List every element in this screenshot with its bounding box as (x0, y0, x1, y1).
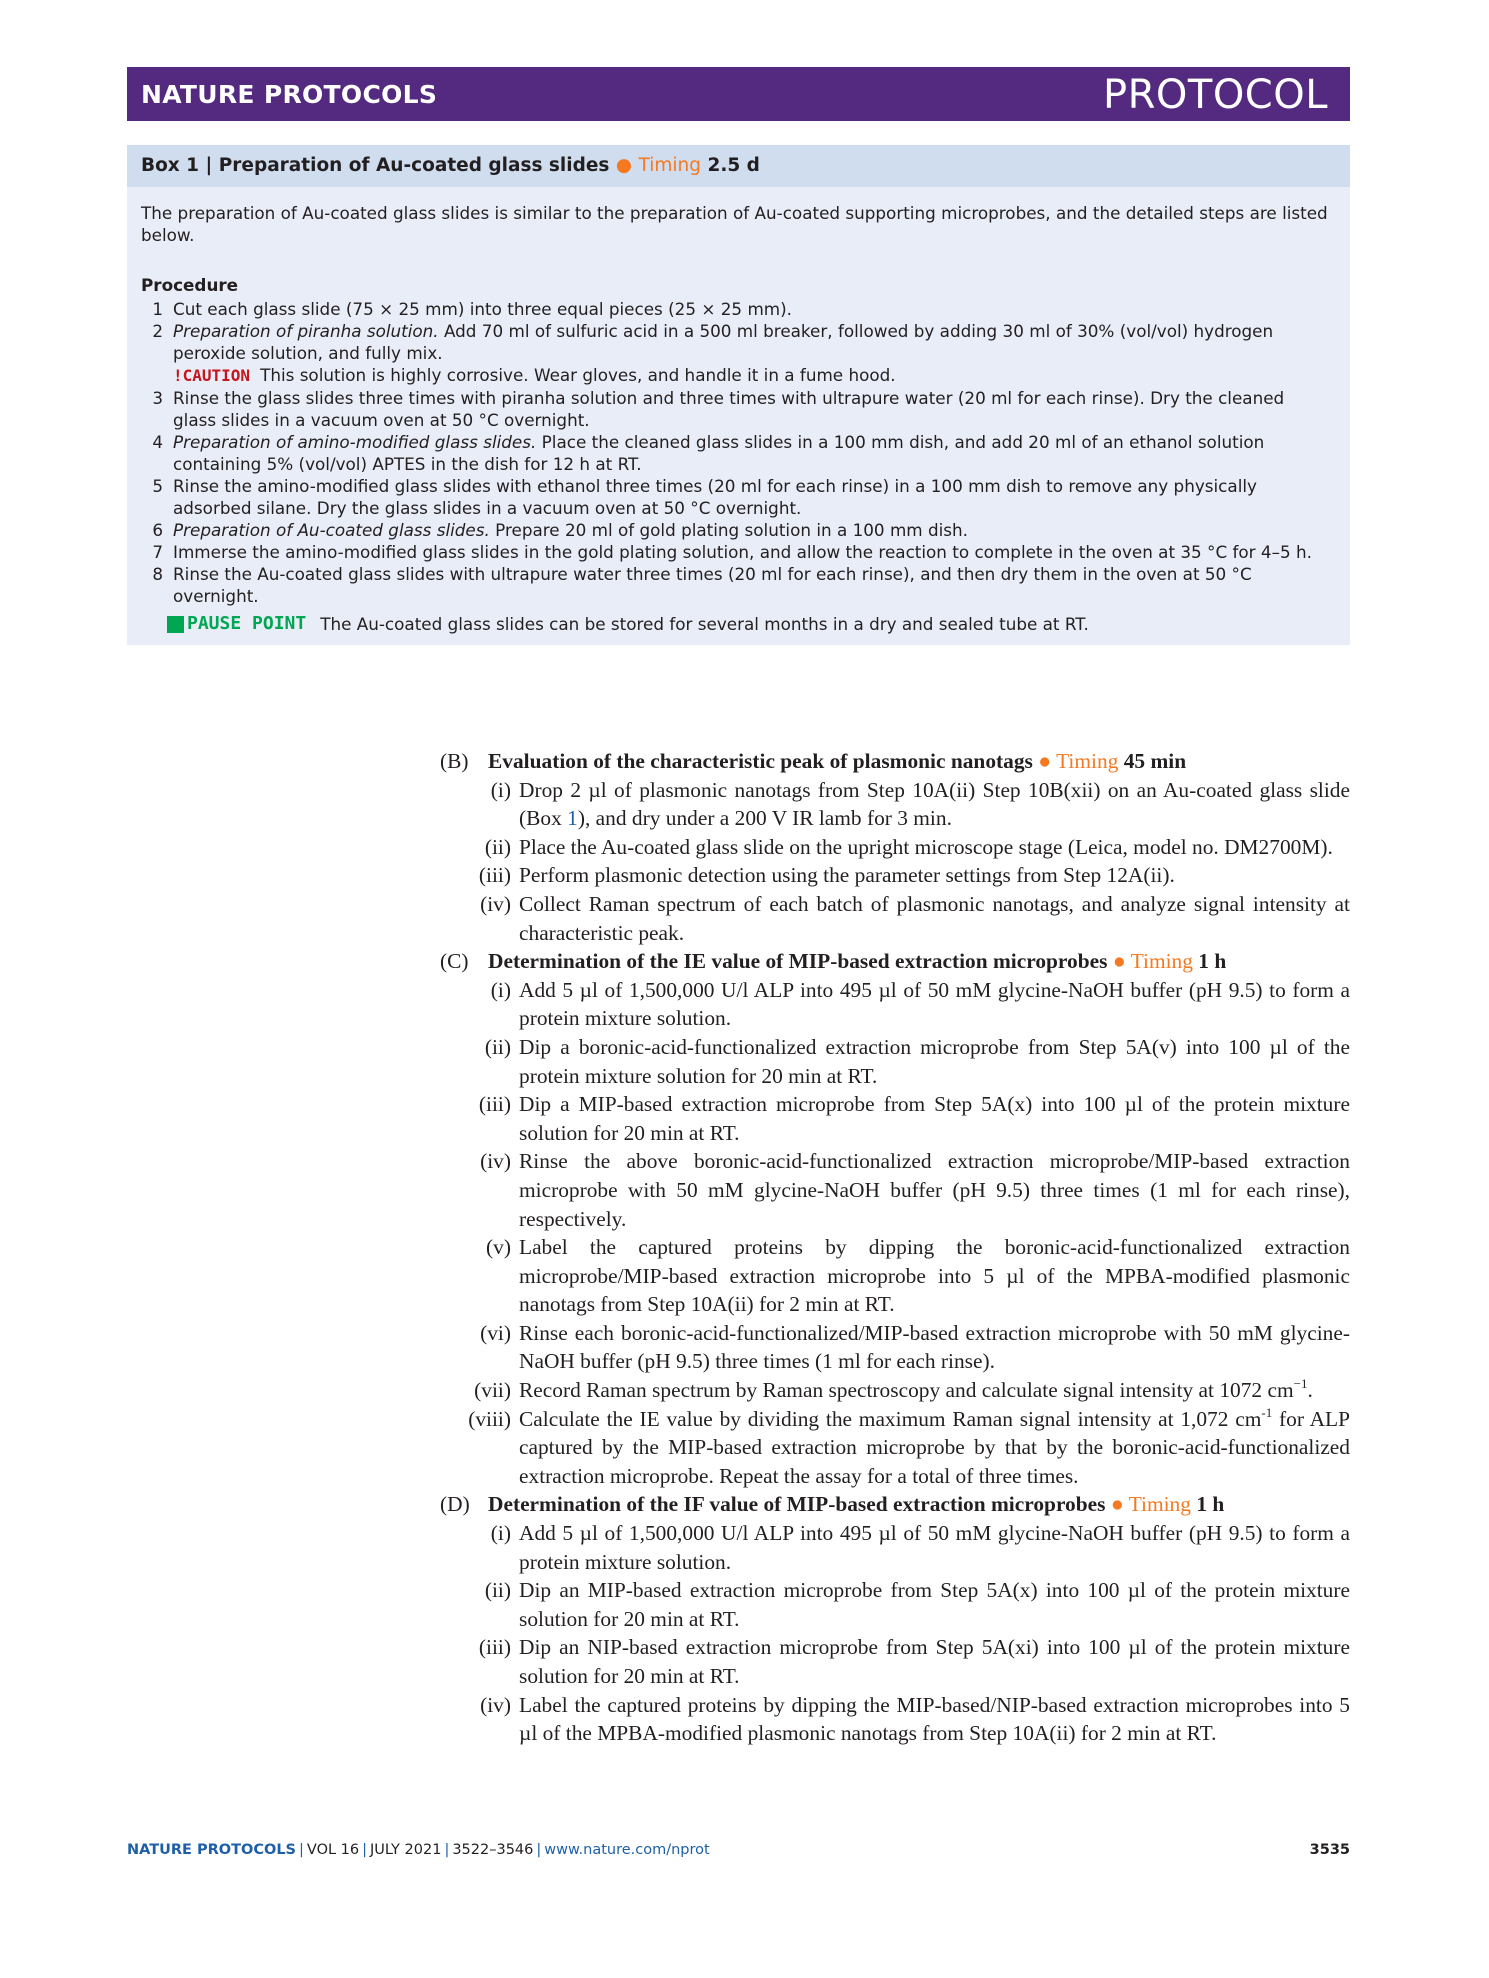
step-heading: Preparation of piranha solution. (173, 321, 439, 341)
superscript: −1 (1293, 1376, 1308, 1392)
substep (440, 1519, 1350, 1576)
step-text: Place the cleaned glass slides in a 100 mm dish, and add 20 ml of an ethanol solution containing 5% (vol/vol) APTES in the dish for 12 h at RT. (173, 432, 1265, 474)
main-text-column (440, 747, 1350, 1748)
substep-text: Calculate the IE value by dividing the maximum Raman signal intensity at 1,072 cm (519, 1406, 1262, 1431)
substep-number: (iv) (480, 1149, 511, 1174)
substep (440, 1319, 1350, 1376)
box-header (127, 145, 1350, 187)
substep-text: Add 5 µl of 1,500,000 U/l ALP into 495 µl of 50 mM glycine-NaOH buffer (pH 9.5) to form a protein mixture solution. (519, 1521, 1350, 1574)
substep-text: Dip a MIP-based extraction microprobe from Step 5A(x) into 100 µl of the protein mixture solution for 20 min at RT. (519, 1092, 1350, 1145)
section-title: Determination of the IE value of MIP-based extraction microprobes (488, 949, 1108, 974)
substep (440, 976, 1350, 1033)
timing-bullet-icon: ● (1112, 949, 1126, 974)
substep-text-end: for ALP captured by the MIP-based extraction microprobe by that by the boronic-acid-functionalized extraction microprobe. Repeat the assay for a total of three times. (519, 1406, 1350, 1488)
step-text: Immerse the amino-modified glass slides in the gold plating solution, and allow the reaction to complete in the oven at 35 °C for 4–5 h. (173, 542, 1312, 562)
footer-pages: 3522–3546 (452, 1842, 534, 1858)
pause-point-label: PAUSE POINT (187, 613, 307, 634)
step-number: 5 (152, 476, 163, 496)
substep-text: Rinse the above boronic-acid-functionalized extraction microprobe/MIP-based extraction microprobe with 50 mM glycine-NaOH buffer (pH 9.5) three times (1 ml for each rinse), respectively. (519, 1149, 1350, 1231)
substep (440, 1576, 1350, 1633)
caution-label: !CAUTION (173, 366, 251, 385)
step-heading: Preparation of Au-coated glass slides. (173, 520, 490, 540)
journal-name: NATURE PROTOCOLS (141, 80, 438, 109)
timing-label: Timing (1128, 1492, 1191, 1517)
step-number: 8 (152, 564, 163, 584)
substep-number: (viii) (468, 1406, 511, 1431)
substep-number: (i) (490, 1521, 511, 1546)
pause-square-icon (167, 616, 184, 633)
substep-number: (ii) (484, 834, 511, 859)
substep (440, 1033, 1350, 1090)
step-number: 6 (152, 520, 163, 540)
section-d-heading (440, 1490, 1350, 1519)
substep (440, 1147, 1350, 1233)
pause-point-note (127, 613, 1350, 635)
procedure-step (127, 541, 1350, 563)
substep-number: (iii) (478, 1635, 511, 1660)
procedure-list (127, 298, 1350, 635)
section-label: (C) (440, 949, 469, 974)
timing-value: 1 h (1198, 949, 1227, 974)
substep-text: Label the captured proteins by dipping the MIP-based/NIP-based extraction microprobes into 5 µl of the MPBA-modified plasmonic nanotags from Step 10A(ii) for 2 min at RT. (519, 1692, 1350, 1746)
step-number: 4 (152, 432, 163, 452)
substep-text-end: ), and dry under a 200 V IR lamb for 3 min. (577, 806, 952, 831)
timing-value: 2.5 d (707, 155, 760, 176)
step-text: Rinse the glass slides three times with piranha solution and three times with ultrapure water (20 ml for each rinse). Dry the cleaned glass slides in a vacuum oven at 50 °C overnight. (173, 388, 1285, 430)
journal-header-bar (127, 67, 1350, 121)
substep-text: Rinse each boronic-acid-functionalized/MIP-based extraction microprobe with 50 mM glycine-NaOH buffer (pH 9.5) three times (1 ml for each rinse). (519, 1320, 1350, 1374)
superscript: -1 (1261, 1404, 1273, 1420)
substep-text: Dip an NIP-based extraction microprobe from Step 5A(xi) into 100 µl of the protein mixture solution for 20 min at RT. (519, 1635, 1350, 1688)
timing-bullet-icon: ● (615, 155, 633, 176)
substep-text: Perform plasmonic detection using the parameter settings from Step 12A(ii). (519, 863, 1175, 888)
step-text: Rinse the amino-modified glass slides with ethanol three times (20 ml for each rinse) in a 100 mm dish to remove any physically adsorbed silane. Dry the glass slides in a vacuum oven at 50 °C overnight. (173, 476, 1257, 518)
step-number: 2 (152, 321, 163, 341)
substep (440, 833, 1350, 862)
procedure-step (127, 320, 1350, 364)
caution-note (127, 364, 1350, 387)
footer-volume: VOL 16 (306, 1842, 360, 1858)
timing-label: Timing (638, 155, 701, 176)
box-label: Box 1 | (141, 155, 213, 176)
step-text: Rinse the Au-coated glass slides with ultrapure water three times (20 ml for each rinse), and then dry them in the oven at 50 °C overnight. (173, 564, 1252, 606)
step-number: 7 (152, 542, 163, 562)
box-1 (127, 145, 1350, 645)
timing-value: 45 min (1123, 749, 1187, 773)
box-intro: The preparation of Au-coated glass slides is similar to the preparation of Au-coated supporting microprobes, and the detailed steps are listed below. (141, 203, 1328, 245)
procedure-step (127, 475, 1350, 519)
caution-text: This solution is highly corrosive. Wear gloves, and handle it in a fume hood. (260, 365, 896, 385)
substep-text: Drop 2 µl of plasmonic nanotags from Step 10A(ii) Step 10B(xii) on an Au-coated glass slide (Box (519, 777, 1350, 831)
substep (440, 1376, 1350, 1405)
section-b-heading (440, 747, 1350, 776)
procedure-step (127, 431, 1350, 475)
substep-text: Place the Au-coated glass slide on the upright microscope stage (Leica, model no. DM2700M). (519, 834, 1333, 859)
procedure-step (127, 387, 1350, 431)
substep-number: (i) (490, 977, 511, 1002)
substep-number: (iii) (478, 1092, 511, 1117)
article-type: PROTOCOL (1102, 72, 1328, 118)
substep-number: (ii) (484, 1578, 511, 1603)
substep-text: Record Raman spectrum by Raman spectroscopy and calculate signal intensity at 1072 cm (519, 1378, 1294, 1403)
procedure-title: Procedure (141, 275, 239, 295)
step-text: Cut each glass slide (75 × 25 mm) into three equal pieces (25 × 25 mm). (173, 299, 793, 319)
substep-number: (i) (490, 777, 511, 802)
footer-journal: NATURE PROTOCOLS (127, 1842, 297, 1858)
substep (440, 1633, 1350, 1690)
substep-text: Collect Raman spectrum of each batch of plasmonic nanotags, and analyze signal intensity at characteristic peak. (519, 891, 1350, 945)
section-c-heading (440, 947, 1350, 976)
section-title: Determination of the IF value of MIP-based extraction microprobes (488, 1492, 1106, 1517)
procedure-step (127, 298, 1350, 320)
substep-text: Dip a boronic-acid-functionalized extraction microprobe from Step 5A(v) into 100 µl of the protein mixture solution for 20 min at RT. (519, 1034, 1350, 1088)
substep-text: Label the captured proteins by dipping the boronic-acid-functionalized extraction microprobe/MIP-based extraction microprobe into 5 µl of the MPBA-modified plasmonic nanotags from Step 10A(ii) for 2 min at RT. (519, 1235, 1350, 1317)
substep (440, 1691, 1350, 1748)
timing-label: Timing (1056, 749, 1119, 773)
step-heading: Preparation of amino-modified glass slides. (173, 432, 537, 452)
footer-separator: | (299, 1842, 304, 1858)
substep-text: Dip an MIP-based extraction microprobe from Step 5A(x) into 100 µl of the protein mixture solution for 20 min at RT. (519, 1578, 1350, 1631)
procedure-step (127, 519, 1350, 541)
substep-number: (vi) (480, 1320, 511, 1345)
footer-separator: | (444, 1842, 450, 1858)
box-title: Preparation of Au-coated glass slides (218, 155, 610, 176)
box-reference-link[interactable]: 1 (567, 806, 578, 831)
substep-number: (v) (486, 1235, 511, 1260)
footer-separator: | (362, 1842, 368, 1858)
substep-number: (iii) (478, 863, 511, 888)
page-number: 3535 (1309, 1842, 1350, 1858)
footer-url-link[interactable]: www.nature.com/nprot (544, 1842, 710, 1858)
section-label: (D) (440, 1492, 470, 1517)
step-number: 1 (152, 299, 163, 319)
timing-label: Timing (1130, 949, 1193, 974)
substep (440, 1405, 1350, 1491)
footer-date: JULY 2021 (370, 1842, 442, 1858)
timing-value: 1 h (1196, 1492, 1225, 1517)
step-number: 3 (152, 388, 163, 408)
procedure-step (127, 563, 1350, 607)
section-title: Evaluation of the characteristic peak of plasmonic nanotags (488, 749, 1033, 773)
substep-number: (iv) (480, 1692, 511, 1717)
substep-number: (iv) (480, 891, 511, 916)
substep (440, 1233, 1350, 1319)
timing-bullet-icon: ● (1038, 749, 1052, 773)
footer-separator: | (536, 1842, 542, 1858)
page-footer (127, 1842, 1350, 1858)
step-text: Prepare 20 ml of gold plating solution in a 100 mm dish. (489, 520, 968, 540)
substep (440, 776, 1350, 833)
timing-bullet-icon: ● (1110, 1492, 1124, 1517)
substep-number: (vii) (474, 1378, 511, 1403)
substep (440, 890, 1350, 947)
step-text: Add 70 ml of sulfuric acid in a 500 ml breaker, followed by adding 30 ml of 30% (vol/vol) hydrogen peroxide solution, and fully mix. (173, 321, 1274, 363)
pause-point-text: The Au-coated glass slides can be stored for several months in a dry and sealed tube at RT. (320, 614, 1089, 634)
substep (440, 861, 1350, 890)
substep (440, 1090, 1350, 1147)
substep-text: Add 5 µl of 1,500,000 U/l ALP into 495 µl of 50 mM glycine-NaOH buffer (pH 9.5) to form a protein mixture solution. (519, 977, 1350, 1031)
section-label: (B) (440, 749, 469, 773)
substep-text-end: . (1307, 1378, 1313, 1403)
substep-number: (ii) (484, 1034, 511, 1059)
